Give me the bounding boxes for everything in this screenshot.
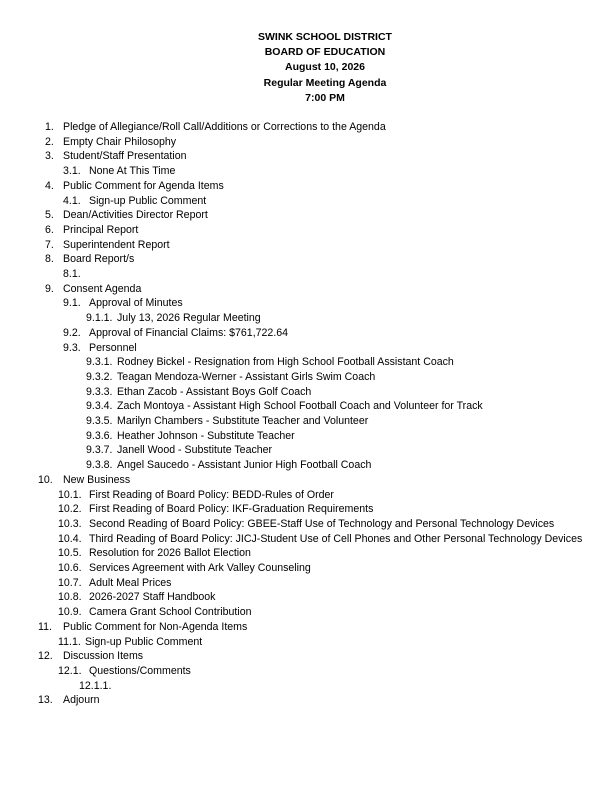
agenda-item-number: 4.1. [63, 194, 81, 207]
agenda-item-number: 10.8. [58, 591, 82, 604]
agenda-item-text: Heather Johnson - Substitute Teacher [117, 429, 295, 442]
agenda-item-text: 2026-2027 Staff Handbook [89, 591, 216, 604]
meeting-date: August 10, 2026 [285, 61, 365, 74]
agenda-item-text: Public Comment for Non-Agenda Items [63, 620, 248, 633]
agenda-item-text: Approval of Minutes [89, 297, 183, 310]
agenda-item-text: New Business [63, 473, 131, 486]
agenda-item [79, 679, 113, 694]
agenda-item [45, 223, 138, 238]
agenda-item-text: Ethan Zacob - Assistant Boys Golf Coach [117, 385, 312, 398]
agenda-item-text: Angel Saucedo - Assistant Junior High Football Coach [117, 459, 372, 472]
meeting-time: 7:00 PM [305, 91, 345, 104]
agenda-item-number: 13. [38, 694, 53, 707]
agenda-item-number: 11. [38, 620, 52, 633]
agenda-item [86, 355, 454, 370]
agenda-item [86, 443, 272, 458]
agenda-item [86, 370, 375, 385]
agenda-item [86, 311, 261, 326]
agenda-item [58, 605, 252, 620]
agenda-item-text: Marilyn Chambers - Substitute Teacher and Volunteer [117, 415, 369, 427]
agenda-item [58, 576, 171, 591]
agenda-item-number: 9. [45, 282, 54, 295]
agenda-item-text: Discussion Items [63, 650, 144, 663]
agenda-item-number: 3. [45, 150, 54, 163]
agenda-item [38, 649, 143, 664]
agenda-item-number: 3.1. [63, 165, 81, 178]
agenda-item-text: Third Reading of Board Policy: JICJ-Student Use of Cell Phones and Other Personal Technology Devices [89, 532, 583, 545]
agenda-item-text: Janell Wood - Substitute Teacher [117, 444, 273, 457]
agenda-item [86, 385, 311, 400]
agenda-item-text: First Reading of Board Policy: BEDD-Rules of Order [89, 488, 334, 501]
agenda-item-text: Consent Agenda [63, 282, 142, 295]
agenda-item-number: 10.4. [58, 532, 82, 545]
agenda-item-text: Superintendent Report [63, 238, 170, 251]
agenda-item-number: 9.3.2. [86, 370, 113, 383]
agenda-item-number: 9.3.6. [86, 429, 113, 442]
agenda-item [45, 282, 141, 297]
agenda-item-text: Rodney Bickel - Resignation from High School Football Assistant Coach [117, 356, 454, 369]
agenda-item [45, 135, 176, 150]
agenda-item [86, 429, 295, 444]
agenda-item-number: 10.3. [58, 517, 82, 530]
agenda-header [0, 30, 612, 106]
agenda-item-number: 5. [45, 209, 54, 222]
agenda-item [58, 546, 251, 561]
agenda-item [86, 414, 368, 429]
district-name: SWINK SCHOOL DISTRICT [258, 31, 392, 43]
agenda-item [38, 620, 247, 635]
agenda-item-number: 9.3.7. [86, 444, 113, 457]
agenda-item [58, 590, 215, 605]
agenda-item [58, 635, 202, 650]
agenda-item-number: 9.3.3. [86, 385, 113, 398]
agenda-item-text: Student/Staff Presentation [63, 150, 187, 163]
agenda-item [58, 532, 582, 547]
agenda-item-text: Empty Chair Philosophy [63, 135, 177, 148]
agenda-item-number: 6. [45, 223, 54, 236]
agenda-item-text: Dean/Activities Director Report [63, 209, 208, 222]
agenda-item-number: 12.1. [58, 664, 82, 677]
agenda-item-text: Principal Report [63, 223, 139, 236]
agenda-item-number: 8.1. [63, 268, 81, 280]
agenda-item [63, 164, 175, 179]
agenda-item-number: 8. [45, 253, 54, 266]
agenda-item-number: 10.5. [58, 547, 82, 560]
agenda-item [63, 194, 206, 209]
agenda-item-number: 4. [45, 179, 54, 192]
agenda-item-number: 10.2. [58, 503, 82, 516]
agenda-item-text: Sign-up Public Comment [85, 635, 203, 648]
agenda-item-text: Approval of Financial Claims: $761,722.64 [89, 326, 289, 339]
agenda-item-number: 9.2. [63, 326, 81, 339]
agenda-item-number: 12. [38, 650, 53, 663]
agenda-item-text: Teagan Mendoza-Werner - Assistant Girls Swim Coach [117, 370, 376, 383]
agenda-item [86, 458, 371, 473]
agenda-item [86, 399, 483, 414]
agenda-item-number: 9.1. [63, 297, 81, 310]
agenda-item-number: 7. [45, 238, 54, 251]
agenda-item-text: Board Report/s [63, 253, 135, 266]
agenda-item-number: 9.3.4. [86, 400, 113, 413]
agenda-item [58, 561, 311, 576]
agenda-item [38, 693, 100, 708]
agenda-item-text: Zach Montoya - Assistant High School Football Coach and Volunteer for Track [117, 400, 483, 413]
agenda-item-text: Adjourn [63, 694, 100, 707]
agenda-item-text: Sign-up Public Comment [89, 194, 207, 207]
agenda-item-number: 10.9. [58, 606, 82, 619]
agenda-item-number: 11.1. [58, 635, 81, 648]
agenda-item-text: Questions/Comments [89, 664, 191, 677]
agenda-item-number: 10. [38, 473, 53, 486]
agenda-item [58, 664, 191, 679]
agenda-item-text: Camera Grant School Contribution [89, 606, 252, 619]
agenda-item-number: 10.1. [58, 488, 82, 501]
agenda-item-number: 9.3. [63, 341, 81, 354]
agenda-item-text: Adult Meal Prices [89, 576, 172, 589]
agenda-item [45, 238, 170, 253]
agenda-item [58, 502, 373, 517]
agenda-item [45, 208, 208, 223]
agenda-item [63, 341, 137, 356]
agenda-item [63, 296, 183, 311]
agenda-item [58, 517, 554, 532]
agenda-item [58, 488, 334, 503]
agenda-item-text: July 13, 2026 Regular Meeting [117, 312, 261, 325]
agenda-item [45, 149, 186, 164]
agenda-item-text: Services Agreement with Ark Valley Counseling [89, 562, 311, 574]
agenda-item-number: 10.7. [58, 576, 82, 589]
agenda-item [45, 120, 386, 135]
agenda-item-text: None At This Time [89, 165, 176, 178]
agenda-item-number: 9.1.1. [86, 312, 113, 325]
agenda-item-number: 10.6. [58, 562, 82, 574]
agenda-item-text: Pledge of Allegiance/Roll Call/Additions or Corrections to the Agenda [63, 121, 386, 133]
agenda-item [38, 473, 130, 488]
agenda-item-text: Personnel [89, 341, 137, 354]
meeting-title: Regular Meeting Agenda [263, 76, 387, 89]
agenda-item [63, 326, 288, 341]
agenda-item [45, 252, 134, 267]
board-name: BOARD OF EDUCATION [264, 46, 386, 59]
agenda-item-number: 9.3.5. [86, 415, 113, 427]
agenda-item-number: 12.1.1. [79, 679, 112, 692]
agenda-item-number: 9.3.1. [86, 356, 113, 369]
agenda-item-number: 2. [45, 135, 54, 148]
agenda-item-text: Public Comment for Agenda Items [63, 179, 224, 192]
agenda-item-text: Resolution for 2026 Ballot Election [89, 547, 251, 560]
agenda-item [63, 267, 89, 282]
agenda-item [45, 179, 224, 194]
agenda-item-text: First Reading of Board Policy: IKF-Graduation Requirements [89, 503, 374, 516]
agenda-item-number: 1. [45, 121, 54, 133]
agenda-item-text: Second Reading of Board Policy: GBEE-Staff Use of Technology and Personal Technology Devices [89, 517, 555, 530]
agenda-item-number: 9.3.8. [86, 459, 113, 472]
